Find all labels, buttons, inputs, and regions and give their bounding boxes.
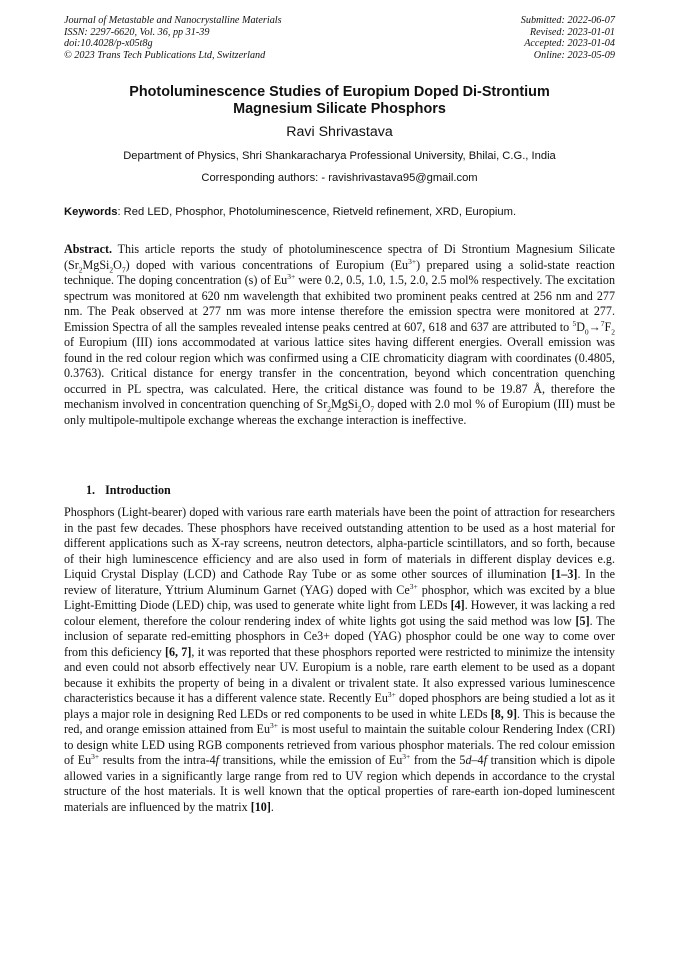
abstract-text: ) prepared using a solid-state reaction technique. The doping concentration (s) of Eu: [64, 257, 615, 287]
intro-text: is most useful to maintain the suitable colour Rendering Index (CRI) to design white LED using RGB components retrieved from various phosphor materials. The red colour emission of Eu: [64, 722, 615, 767]
citation[interactable]: [6, 7]: [164, 644, 192, 659]
subscript: 2: [357, 404, 362, 414]
keywords-list: : Red LED, Phosphor, Photoluminescence, Rietveld refinement, XRD, Europium.: [117, 206, 517, 218]
section-heading-introduction: [86, 483, 171, 498]
citation[interactable]: [8, 9]: [490, 706, 518, 721]
intro-text: . The inclusion of separate red-emitting phosphors in Ce3+ doped (YAG) phosphor could be one way to come over from this deficiency: [64, 613, 615, 659]
introduction-paragraph: [64, 505, 615, 815]
intro-text: –4: [471, 753, 484, 767]
intro-text: from the 5: [410, 753, 466, 767]
superscript: 3+: [91, 751, 100, 761]
abstract-text: O: [361, 397, 371, 411]
abstract-text: of Europium (III) ions accommodated at various lattice sites having different energies. Overall emission was found in the red colour region which was confirmed using a CIE chromaticity diagram with coordinates (0.4805, 0.3763). Critical distance for energy transfer in the concentration, beyond which concentration quenching occurred in PL spectra, was calculated. Here, the critical distance was found to be 19.87 Å, therefore the mechanism involved in concentration quenching of Sr: [64, 335, 615, 411]
date-accepted: Accepted: 2023-01-04: [524, 38, 615, 50]
abstract-text: MgSi: [330, 397, 358, 411]
abstract-text: doped with 2.0 mol % of Europium (III) must be only multipole-multipole exchange whereas the exchange interaction is ineffective.: [64, 397, 615, 427]
intro-text: , it was reported that these phosphors reported were restricted to minimize the intensity and even could not absorb effectively near UV. Europium is a noble, rare earth element to be used as a dopant because it exhibits the property of being in a divalent or trivalent state. It also expressed various luminescence characteristics because it has a different valence state. Recently Eu: [64, 644, 615, 705]
date-online: Online: 2023-05-09: [533, 49, 615, 61]
journal-info: [64, 15, 282, 61]
intro-text: phosphor, which was excited by a blue Light-Emitting Diode (LED) chip, was used to generate white light from LEDs: [64, 582, 615, 612]
abstract-text: ) doped with various concentrations of Europium (Eu: [125, 257, 409, 272]
abstract-text: F: [604, 319, 612, 334]
paper-title-line-1: Photoluminescence Studies of Europium Doped Di-Strontium: [129, 84, 550, 100]
superscript: 3+: [287, 271, 296, 281]
author-affiliation: Department of Physics, Shri Shankaracharya Professional University, Bhilai, C.G., India: [123, 150, 556, 162]
intro-text: .: [270, 799, 274, 814]
intro-text: doped phosphors are being studied a lot as it plays a major role in designing Red LEDs or red components to be used in white LEDs: [64, 691, 616, 721]
citation[interactable]: [1–3]: [551, 567, 578, 581]
abstract-text: This article reports the study of photoluminescence spectra of Di Strontium Magnesium Silicate (Sr: [64, 242, 615, 272]
abstract-text: D: [576, 319, 585, 334]
superscript: 3+: [270, 720, 278, 730]
paper-title-line-2: Magnesium Silicate Phosphors: [233, 101, 446, 117]
section-title: Introduction: [105, 483, 171, 497]
journal-name: Journal of Metastable and Nanocrystalline Materials: [64, 15, 282, 26]
author-name: Ravi Shrivastava: [286, 124, 393, 140]
keywords: [64, 206, 615, 219]
keywords-label: Keywords: [64, 206, 118, 218]
superscript: 5: [572, 318, 577, 328]
abstract-text: O: [113, 257, 122, 272]
intro-text: . In the review of literature, Yttrium Aluminum Garnet (YAG) doped with Ce: [64, 567, 616, 597]
section-number: 1.: [86, 483, 96, 497]
journal-copyright: © 2023 Trans Tech Publications Ltd, Switzerland: [64, 49, 266, 61]
intro-text: . This is because the red, and orange emission attained from Eu: [64, 706, 615, 736]
superscript: 3+: [387, 689, 396, 699]
superscript: 7: [600, 318, 605, 328]
italic-f: f: [483, 753, 487, 767]
subscript: 2: [109, 264, 114, 274]
citation[interactable]: [5]: [575, 613, 590, 628]
submission-dates: [521, 15, 615, 61]
abstract-label: Abstract.: [64, 242, 113, 256]
superscript: 3+: [408, 256, 417, 266]
subscript: 0: [584, 326, 589, 336]
paper-title: [64, 84, 615, 118]
abstract-text: MgSi: [82, 257, 110, 272]
superscript: 3+: [402, 751, 411, 761]
subscript: 7: [121, 264, 126, 274]
journal-issn: ISSN: 2297-6620, Vol. 36, pp 31-39: [64, 26, 210, 38]
abstract-text: were 0.2, 0.5, 1.0, 1.5, 2.0, 2.5 mol% respectively. The excitation spectrum was monitored at 620 nm wavelength that exhibited two prominent peaks centred at 256 nm and 277 nm. The Peak observed at 277 nm was more intense therefore the emission spectra were monitored at 277. Emission Spectra of all the samples revealed intense peaks centred at 607, 618 and 637 are attributed to: [64, 273, 615, 334]
superscript: 3+: [409, 581, 418, 591]
arrow-symbol: →: [588, 319, 601, 334]
italic-f: f: [215, 753, 220, 767]
intro-text: Phosphors (Light-bearer) doped with various rare earth materials have been the point of attraction for researchers in the past few decades. These phosphors have received outstanding attention to be used as a host material for different applications such as X-ray screens, neutron detectors, alpha-particle scintillators, and so forth, because of their high luminescence efficiency and are also used in form of materials in different display devices e.g. Liquid Crystal Display (LCD) and Cathode Ray Tube or as some other sources of illumination: [64, 505, 615, 581]
subscript: 2: [611, 326, 615, 336]
intro-text: results from the intra-4: [99, 753, 216, 767]
corresponding-author[interactable]: Corresponding authors: - ravishrivastava95@gmail.com: [201, 172, 478, 184]
subscript: 2: [78, 264, 83, 274]
abstract: [64, 242, 615, 428]
intro-text: transition which is dipole allowed varies in a significantly large range from red to UV region which depends in accordance to the crystal structure of the host materials. It is well known that the optical properties of rare-earth ion-doped luminescent materials are influenced by the matrix: [64, 753, 615, 814]
intro-text: . However, it was lacking a red colour element, therefore the colour rendering index of white lights got using the said method was low: [64, 598, 616, 628]
journal-doi[interactable]: doi:10.4028/p-x05t8g: [64, 38, 153, 50]
intro-text: transitions, while the emission of Eu: [219, 753, 403, 767]
citation[interactable]: [4]: [450, 598, 465, 612]
subscript: 7: [370, 404, 375, 414]
date-submitted: Submitted: 2022-06-07: [520, 15, 615, 26]
date-revised: Revised: 2023-01-01: [529, 26, 615, 38]
citation[interactable]: [10]: [250, 799, 271, 814]
subscript: 2: [327, 404, 331, 414]
italic-d: d: [465, 753, 472, 767]
